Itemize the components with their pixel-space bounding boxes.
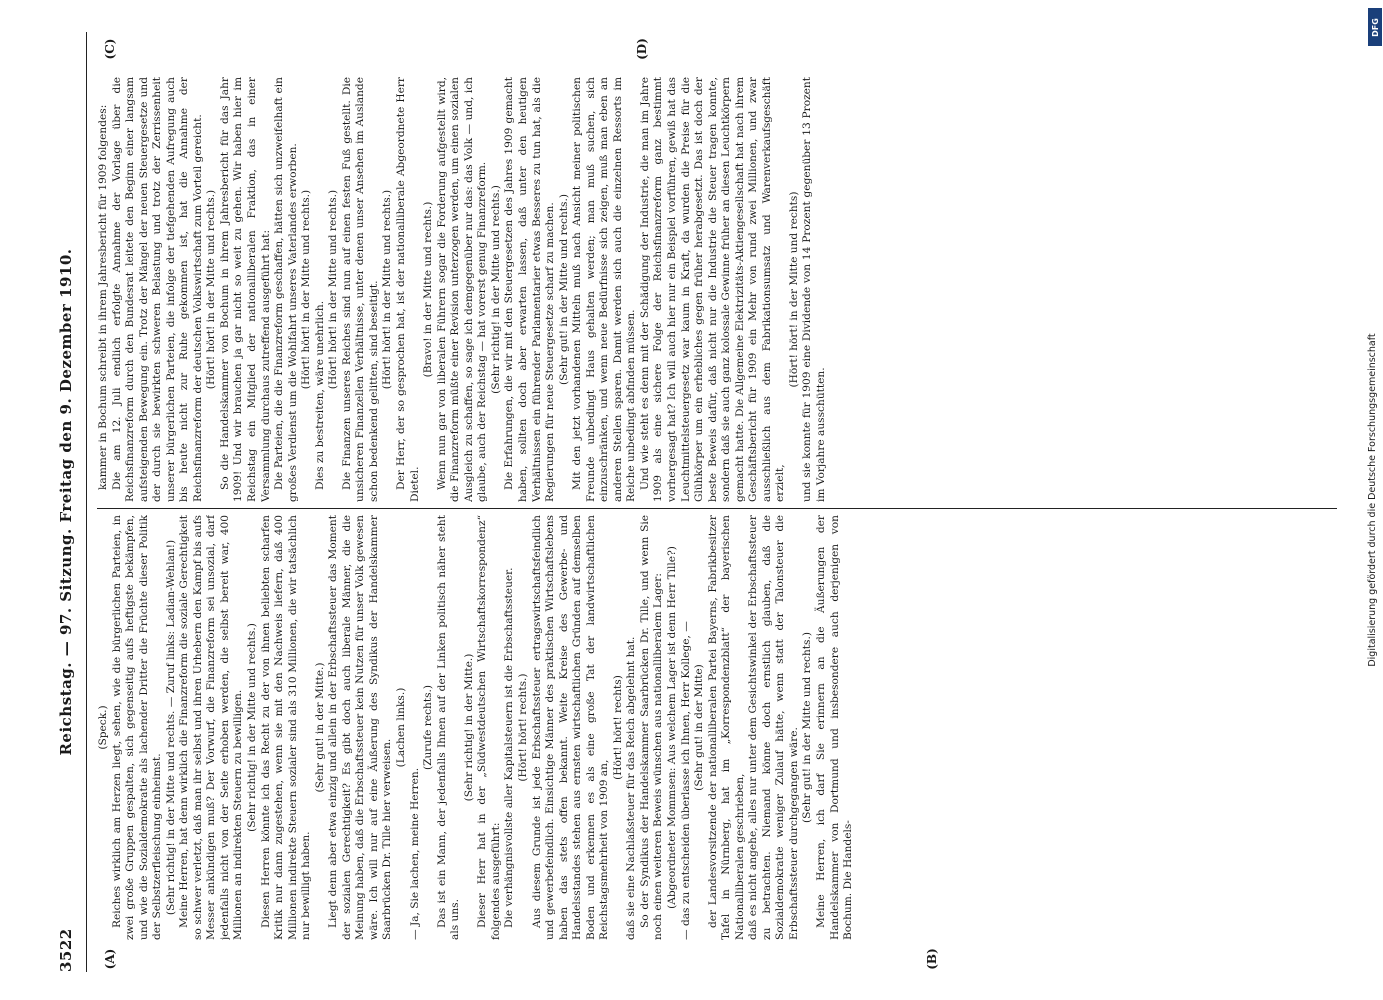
paragraph: (Bravo! in der Mitte und rechts.) [422, 201, 435, 378]
paragraph: (Lachen links.) [395, 687, 408, 768]
paragraph: Meine Herren, ich darf Sie erinnern an die Äußerungen der Handelskammer von Dortmund und insbesondere auch derjenigen von Bochum. Die Handels- [814, 515, 855, 940]
paragraph: (Sehr richtig! in der Mitte.) [462, 653, 475, 802]
paragraph: und sie konnte für 1909 eine Dividende von 14 Prozent gegenüber 13 Prozent im Vorjahre ausschütten. [801, 77, 827, 502]
credit-text: Digitalisierung gefördert durch die Deutsche Forschungsgemeinschaft [1367, 333, 1378, 667]
dfg-logo-text: DFG [1370, 17, 1380, 37]
header-rule [86, 32, 87, 972]
paragraph: (Sehr richtig! in der Mitte und rechts.) [246, 623, 259, 832]
paragraph: Dieser Herr hat in der „Südwestdeutschen Wirtschaftskorrespondenz“ folgendes ausgeführt: [476, 515, 502, 940]
paragraph: (Sehr gut! in der Mitte.) [313, 662, 326, 793]
paragraph: Das ist ein Mann, der jedenfalls Ihnen auf der Linken politisch näher steht als uns. [435, 515, 462, 940]
paragraph: der Landesvorsitzende der nationalliberalen Partei Bayerns, Fabrikbesitzer Tafel in Nürnberg, hat im „Korrespondenzblatt“ der bayerischen Nationalliberalen geschrieben, [706, 515, 746, 940]
margin-marker-d: (D) [635, 38, 649, 60]
paragraph: So die Handelskammer von Bochum in ihrem Jahresbericht für das Jahr 1909! Und wir brauchen ja gar nicht so weit zu gehen. Wir haben hier im Reichstag ein Mitglied der nationalliberalen Fraktion, das in einer Versammlung durchaus zutreffend ausgeführt hat: [218, 77, 272, 502]
paragraph: Liegt denn aber etwa einzig und allein in der Erbschaftssteuer das Moment der sozialen Gerechtigkeit? Es gibt doch auch liberale Männer, die die Meinung haben, daß die Erbschaftssteuer kein Nutzen für unser Volk gewesen wäre. Ich will nur auf eine Äußerung des Syndikus der Handelskammer Saarbrücken Dr. Tille hier verweisen. [327, 515, 394, 940]
paragraph: Diesen Herren könnte ich das Recht zu der von ihnen beliebten scharfen Kritik nur dann zugestehen, wenn sie mit den Nachweis liefern, daß 400 Millionen indirekte Steuern sozialer sind als 310 Millionen, die wir tatsächlich nur bewilligt haben. [259, 515, 313, 940]
left-text-column [97, 515, 1337, 940]
paragraph: Reiches wirklich am Herzen liegt, sehen, wie die bürgerlichen Parteien, in zwei große Gruppen gespalten, sich gegenseitig aufs heftigste bekämpfen, und wie die Sozialdemokratie als lachender Dritter die Früchte dieser Politik der Selbstzerfleischung einheimst. [110, 515, 164, 940]
right-text-column [97, 77, 1337, 502]
digitization-credit [1366, 60, 1380, 940]
paragraph: (Hört! hört! rechts) [611, 675, 624, 780]
paragraph: Der Herr, der so gesprochen hat, ist der nationalliberale Abgeordnete Herr Dietel. [395, 77, 421, 502]
paragraph: Die verhängnisvollste aller Kapitalsteuern ist die Erbschaftssteuer. [503, 567, 516, 928]
paragraph: daß sie eine Nachlaßsteuer für das Reich abgelehnt hat. [625, 636, 638, 940]
paragraph: Und wie steht es denn mit der Schädigung der Industrie, die man im Jahre 1909 als eine sichere Folge der Reichsfinanzreform ganz bestimmt vorhergesagt hat? Ich will auch hier nur ein Beispiel vorführen, gewiß hat das Leuchtmittelsteuergesetz war kaum in Kraft, da wurden die Preise für die Glühkörper um ein erhebliches gegen früher herabgesetzt. Das ist doch der beste Beweis dafür, daß nicht nur die Industrie die Steuer tragen konnte, sondern daß sie auch ganz kolossale Gewinne früher an diesen Leuchtkörpern gemacht hatte. Die Allgemeine Elektrizitäts-Aktiengesellschaft hat nach ihrem Geschäftsbericht für 1909 ein Mehr von rund zwei Millionen, und zwar ausschließlich aus dem Fabrikationsumsatz und Warenverkaufsgeschäft erzielt, [638, 77, 787, 502]
paragraph: (Sehr gut! in der Mitte und rechts.) [557, 194, 570, 385]
rotated-page [25, 0, 1355, 1000]
paragraph: (Hört! hört! in der Mitte und rechts.) [327, 189, 340, 390]
paragraph: (Zurufe rechts.) [422, 684, 435, 771]
paragraph: (Sehr gut! in der Mitte) [693, 664, 706, 791]
paragraph: (Hört! hört! in der Mitte und rechts.) [381, 189, 394, 390]
paragraph: Aus diesem Grunde ist jede Erbschaftssteuer ertragswirtschaftsfeindlich und gewerbefeindlich. Einsichtige Männer des praktischen Wirtschaftslebens haben das stets offen bekannt. Weite Kreise des Gewerbe- und Handelsstandes stehen aus ernsten wirtschaftlichen Gründen auf demselben Boden und erkennen es als eine große Tat der landwirtschaftlichen Reichstagsmehrheit von 1909 an, [530, 515, 611, 940]
paragraph: (Sehr gut! in der Mitte und rechts.) [801, 632, 814, 823]
paragraph: Die Finanzen unseres Reiches sind nun auf einen festen Fuß gestellt. Die unsicheren Finanzellen Verhältnisse, unter denen unser Ansehen im Auslande schon bedenkend gelitten, sind beseitigt. [340, 77, 380, 502]
paragraph: — Ja, Sie lachen, meine Herren. [408, 767, 421, 940]
page-header [57, 32, 83, 972]
margin-marker-c: (C) [103, 38, 117, 60]
paragraph: daß es nicht angehe, alles nur unter dem Gesichtswinkel der Erbschaftssteuer zu betrachten. Niemand könne doch ernstlich glauben, daß die Sozialdemokratie weniger Zulauf hätte, wenn statt der Talonsteuer die Erbschaftssteuer durchgegangen wäre. [747, 515, 800, 940]
paragraph: kammer in Bochum schreibt in ihrem Jahresbericht für 1909 folgendes: [97, 104, 109, 490]
paragraph: Die Parteien, die die Finanzreform geschaffen, hätten sich unzweifelhaft ein großes Verdienst um die Wohlfahrt unseres Vaterlandes erworben. [273, 77, 299, 502]
paragraph: So der Syndikus der Handelskammer Saarbrücken Dr. Tille, und wenn Sie noch einen weiteren Beweis wünschen aus nationalliberalem Lager: [638, 515, 665, 940]
paragraph: Dies zu bestreiten, wäre unehrlich. [313, 300, 326, 490]
session-title: Reichstag. — 97. Sitzung. Freitag den 9. Dezember 1910. [57, 248, 75, 756]
margin-marker-b: (B) [925, 948, 939, 970]
paragraph: Meine Herren, hat denn wirklich die Finanzreform die soziale Gerechtigkeit so schwer verletzt, daß man ihr selbst und ihren Urhebern den Kampf bis aufs Messer ankündigen muß? Der Vorwurf, die Finanzreform sei unsozial, darf jedenfalls nicht von der Seite erhoben werden, die selbst bereit war, 400 Millionen an indirekten Steuern zu bewilligen. [178, 515, 245, 940]
paragraph: (Hört! hört! in der Mitte und rechts.) [300, 189, 313, 390]
page-number: 3522 [57, 928, 75, 972]
paragraph: Wenn nun gar von liberalen Führern sogar die Forderung aufgestellt wird, die Finanzreform müßte einer Revision unterzogen werden, um einen sozialen Ausgleich zu schaffen, so sage ich demgegenüber nur das: das Volk — und, ich glaube, auch der Reichstag — hat vorerst genug Finanzreform. [435, 77, 489, 502]
paragraph: — das zu entscheiden überlasse ich Ihnen, Herr Kollege, — [679, 621, 692, 940]
paragraph: Die am 12. Juli endlich erfolgte Annahme der Vorlage über die Reichsfinanzreform durch den Bundesrat leitete den Beginn einer langsam aufsteigenden Bewegung ein. Trotz der Mängel der neuen Steuergesetze und der durch sie bewirkten schweren Belastung und trotz der Zerrissenheit unserer bürgerlichen Parteien, die infolge der tiefgehenden Aufregung auch bis heute nicht zur Ruhe gekommen ist, hat die Annahme der Reichsfinanzreform der deutschen Volkswirtschaft zum Vorteil gereicht. [110, 77, 204, 502]
paragraph: (Abgeordneter Mommsen: Aus welchem Lager ist denn Herr Tille?) [665, 546, 678, 909]
paragraph: (Hört! hört! rechts.) [516, 673, 529, 782]
paragraph: Die Erfahrungen, die wir mit den Steuergesetzen des Jahres 1909 gemacht haben, sollten doch aber erwarten lassen, daß unter den heutigen Verhältnissen ein führender Parlamentarier etwas Besseres zu tun hat, als die Regierungen für neue Steuergesetze scharf zu machen. [503, 77, 557, 502]
paragraph: (Sehr richtig! in der Mitte und rechts.) [489, 185, 502, 394]
margin-marker-a: (A) [103, 948, 117, 970]
column-divider [97, 508, 1337, 509]
paragraph: (Speck.) [97, 705, 109, 750]
paragraph: (Hört! hört! in der Mitte und rechts.) [205, 189, 218, 390]
dfg-logo [1368, 8, 1382, 46]
paragraph: (Hört! hört! in der Mitte und rechts) [787, 191, 800, 388]
paragraph: Mit den jetzt vorhandenen Mitteln muß nach Ansicht meiner politischen Freunde unbedingt Haus gehalten werden; man muß suchen, sich einzuschränken, und wenn neue Bedürfnisse sich zeigen, muß man eben an anderen Stellen sparen. Damit werden sich auch die einzelnen Ressorts im Reiche unbedingt abfinden müssen. [571, 77, 638, 502]
paragraph: (Sehr richtig! in der Mitte und rechts. — Zuruf links: Ladian-Wehlan!) [164, 539, 177, 916]
